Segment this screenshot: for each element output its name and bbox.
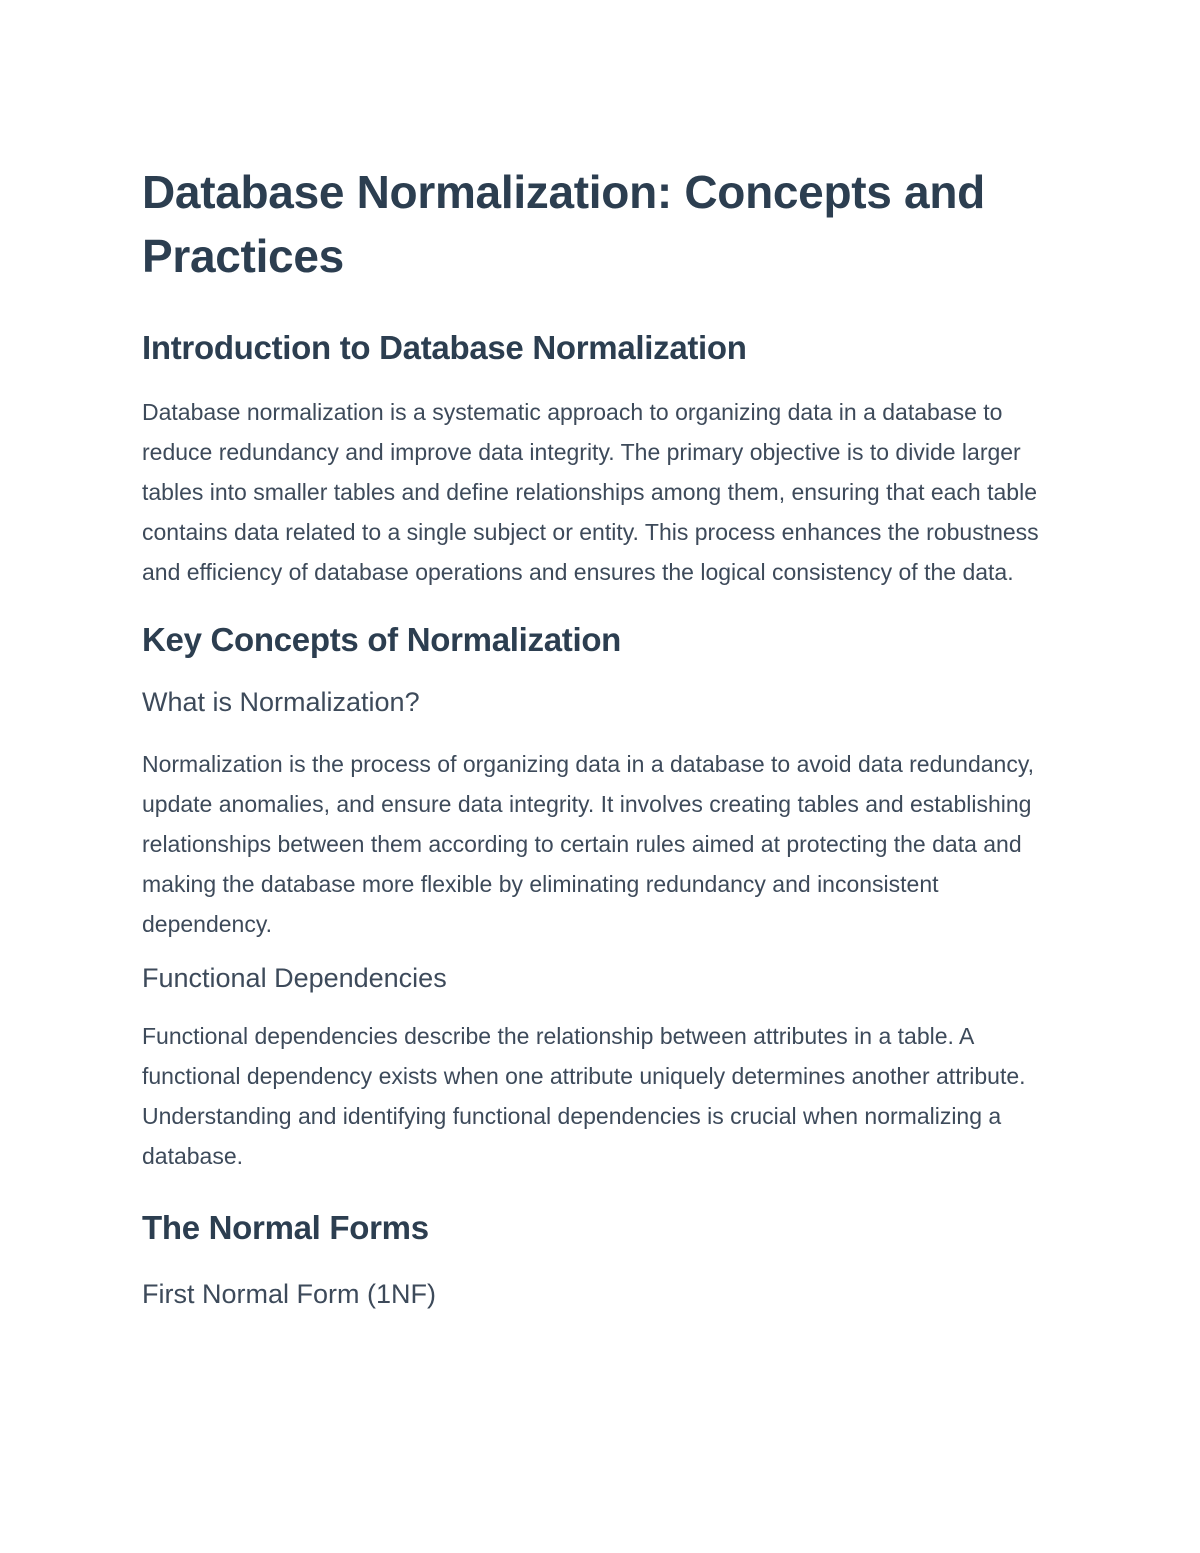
subheading-what-is-normalization: What is Normalization? bbox=[142, 687, 420, 717]
introduction-paragraph: Database normalization is a systematic approach to organizing data in a database to reduce redundancy and improve data integrity. The primary objective is to divide larger tables into smaller tables and define relationships among them, ensuring that each table contains data related to a single subject or entity. This process enhances the robustness and efficiency of database operations and ensures the logical consistency of the data. bbox=[142, 399, 1039, 585]
document-title: Database Normalization: Concepts and Practices bbox=[142, 166, 985, 282]
subheading-functional-dependencies: Functional Dependencies bbox=[142, 963, 447, 993]
what-is-normalization-paragraph: Normalization is the process of organizing data in a database to avoid data redundancy, update anomalies, and ensure data integrity. It involves creating tables and establishing relationships between them according to certain rules aimed at protecting the data and making the database more flexible by eliminating redundancy and inconsistent dependency. bbox=[142, 751, 1035, 937]
functional-dependencies-paragraph: Functional dependencies describe the relationship between attributes in a table. A functional dependency exists when one attribute uniquely determines another attribute. Understanding and identifying functional dependencies is crucial when normalizing a database. bbox=[142, 1023, 1026, 1169]
subheading-first-normal-form: First Normal Form (1NF) bbox=[142, 1279, 436, 1309]
section-heading-key-concepts: Key Concepts of Normalization bbox=[142, 621, 622, 658]
document-page bbox=[142, 160, 1062, 1312]
section-heading-normal-forms: The Normal Forms bbox=[142, 1209, 429, 1246]
section-heading-introduction: Introduction to Database Normalization bbox=[142, 329, 747, 366]
